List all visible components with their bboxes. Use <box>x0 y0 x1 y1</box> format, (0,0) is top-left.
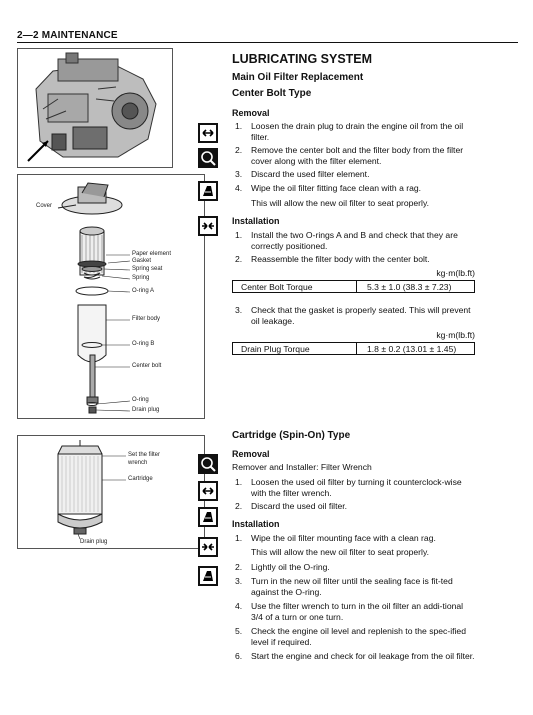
section-title: LUBRICATING SYSTEM <box>232 52 373 66</box>
filter-exploded-figure <box>17 174 205 419</box>
label-o-ring: O-ring <box>132 397 149 403</box>
label-set-filter: Set the filter <box>128 452 161 458</box>
torque-unit: kg·m(lb.ft) <box>436 330 475 340</box>
cartridge-illustration <box>18 436 204 548</box>
label-cartridge-drain-plug: Drain plug <box>80 539 108 545</box>
removal-note: This will allow the new oil filter to seat properly. <box>251 198 429 208</box>
installation-heading: Installation <box>232 519 280 529</box>
label-cartridge: Cartridge <box>128 476 153 482</box>
subsection-title: Center Bolt Type <box>232 88 312 99</box>
torque-spec-table <box>232 342 475 355</box>
inspection-icon <box>198 454 218 474</box>
page-header: 2—2 MAINTENANCE <box>17 30 118 41</box>
disassembly-icon <box>198 123 218 143</box>
label-filter-body: Filter body <box>132 316 161 322</box>
removal-heading: Removal <box>232 108 270 118</box>
engine-figure <box>17 48 173 168</box>
torque-value: 5.3 ± 1.0 (38.3 ± 7.23) <box>367 282 452 292</box>
reassembly-icon <box>198 216 218 236</box>
label-drain-plug: Drain plug <box>132 407 160 413</box>
torque-spec-table <box>232 280 475 293</box>
label-o-ring-a: O-ring A <box>132 288 155 294</box>
engine-illustration <box>18 49 172 167</box>
cleaning-icon <box>198 507 218 527</box>
label-paper-element: Paper element <box>132 251 172 257</box>
inspection-icon <box>198 148 218 168</box>
label-wrench: wrench <box>128 460 148 466</box>
cartridge-title: Cartridge (Spin-On) Type <box>232 430 351 441</box>
cleaning-icon <box>198 566 218 586</box>
installation-heading: Installation <box>232 216 280 226</box>
label-spring: Spring <box>132 275 150 281</box>
installation-note: This will allow the new oil filter to seat properly. <box>251 547 429 557</box>
torque-unit: kg·m(lb.ft) <box>436 268 475 278</box>
cleaning-icon <box>198 181 218 201</box>
disassembly-icon <box>198 481 218 501</box>
label-o-ring-b: O-ring B <box>132 341 155 347</box>
section-subtitle: Main Oil Filter Replacement <box>232 72 364 83</box>
label-spring-seat: Spring seat <box>132 266 163 272</box>
cartridge-figure <box>17 435 205 549</box>
header-rule <box>17 42 518 43</box>
torque-label: Center Bolt Torque <box>233 281 357 292</box>
filter-exploded-illustration <box>18 175 204 418</box>
torque-value: 1.8 ± 0.2 (13.01 ± 1.45) <box>367 344 457 354</box>
reassembly-icon <box>198 537 218 557</box>
label-center-bolt: Center bolt <box>132 363 162 369</box>
label-cover: Cover <box>36 203 53 209</box>
tool-text: Remover and Installer: Filter Wrench <box>232 462 372 472</box>
removal-heading: Removal <box>232 449 270 459</box>
torque-label: Drain Plug Torque <box>233 343 357 354</box>
label-gasket: Gasket <box>132 258 152 264</box>
